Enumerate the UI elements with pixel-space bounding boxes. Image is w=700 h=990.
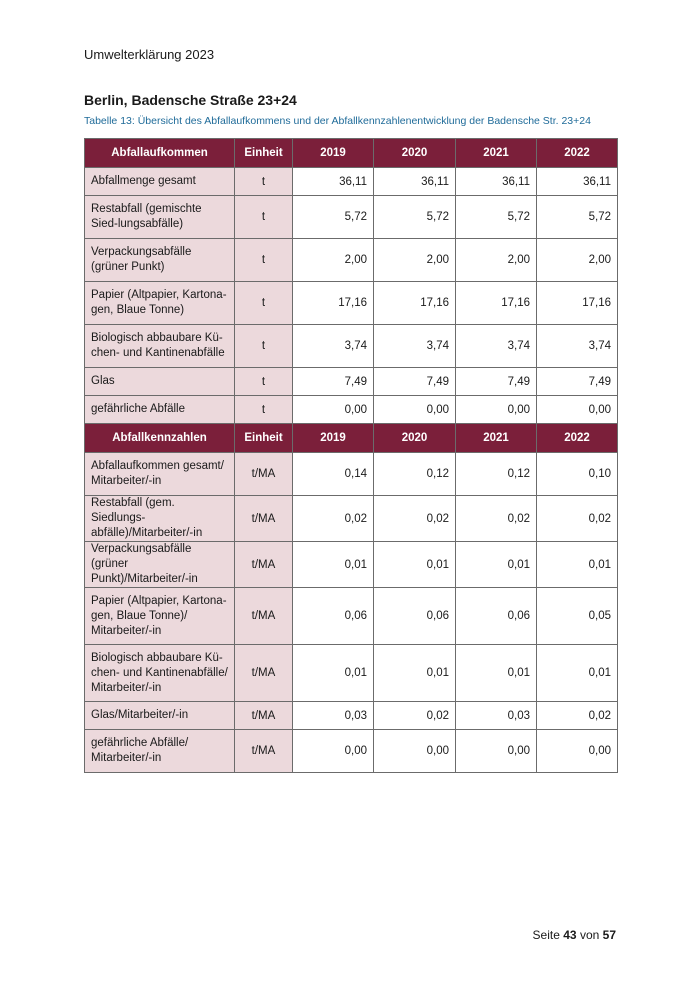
- table-row: [85, 282, 618, 325]
- row-value: 2,00: [374, 239, 456, 282]
- table1-header-cell: 2019: [293, 139, 374, 168]
- row-value: 7,49: [293, 368, 374, 396]
- row-value: 0,03: [456, 702, 537, 730]
- page-header: Umwelterklärung 2023: [84, 47, 215, 62]
- table1-header-cell: Einheit: [235, 139, 293, 168]
- table2-header-cell: 2020: [374, 424, 456, 453]
- row-value: 17,16: [537, 282, 618, 325]
- row-value: 0,01: [374, 645, 456, 702]
- table-row: [85, 588, 618, 645]
- row-value: 0,03: [293, 702, 374, 730]
- table2-header-cell: 2021: [456, 424, 537, 453]
- row-value: 5,72: [293, 196, 374, 239]
- row-unit: t/MA: [235, 645, 293, 702]
- row-value: 0,01: [537, 645, 618, 702]
- row-value: 2,00: [456, 239, 537, 282]
- row-value: 36,11: [537, 168, 618, 196]
- row-label: Papier (Altpapier, Kartona-gen, Blaue Tonne): [85, 282, 235, 325]
- row-value: 7,49: [456, 368, 537, 396]
- row-value: 0,02: [374, 702, 456, 730]
- row-value: 0,01: [293, 542, 374, 588]
- row-value: 0,12: [374, 453, 456, 496]
- row-label: gefährliche Abfälle: [85, 396, 235, 424]
- row-value: 36,11: [456, 168, 537, 196]
- row-unit: t: [235, 396, 293, 424]
- table-row: [85, 196, 618, 239]
- table1-header-cell: 2022: [537, 139, 618, 168]
- row-value: 0,06: [293, 588, 374, 645]
- row-value: 0,06: [374, 588, 456, 645]
- row-value: 0,02: [537, 496, 618, 542]
- row-value: 0,01: [456, 542, 537, 588]
- row-value: 0,02: [293, 496, 374, 542]
- page-number: [533, 928, 616, 942]
- row-label: Restabfall (gemischte Sied-lungsabfälle): [85, 196, 235, 239]
- row-value: 2,00: [537, 239, 618, 282]
- row-label: gefährliche Abfälle/ Mitarbeiter/-in: [85, 730, 235, 773]
- row-value: 0,10: [537, 453, 618, 496]
- row-unit: t: [235, 368, 293, 396]
- row-value: 0,00: [537, 396, 618, 424]
- table-row: [85, 496, 618, 542]
- row-value: 0,00: [456, 730, 537, 773]
- row-value: 7,49: [374, 368, 456, 396]
- row-unit: t/MA: [235, 496, 293, 542]
- row-value: 5,72: [537, 196, 618, 239]
- row-value: 0,00: [374, 396, 456, 424]
- row-value: 0,05: [537, 588, 618, 645]
- row-value: 36,11: [293, 168, 374, 196]
- row-label: Abfallaufkommen gesamt/ Mitarbeiter/-in: [85, 453, 235, 496]
- row-value: 17,16: [374, 282, 456, 325]
- footer-prefix: Seite: [532, 928, 560, 942]
- row-label: Papier (Altpapier, Kartona-gen, Blaue Tonne)/ Mitarbeiter/-in: [85, 588, 235, 645]
- row-value: 5,72: [374, 196, 456, 239]
- row-value: 0,01: [456, 645, 537, 702]
- table2-body: [85, 424, 618, 773]
- table2-header-row: [85, 424, 618, 453]
- row-value: 3,74: [374, 325, 456, 368]
- row-value: 0,14: [293, 453, 374, 496]
- row-value: 3,74: [456, 325, 537, 368]
- row-unit: t/MA: [235, 730, 293, 773]
- row-value: 0,00: [456, 396, 537, 424]
- row-unit: t: [235, 325, 293, 368]
- table-row: [85, 730, 618, 773]
- table1-header-row: [85, 139, 618, 168]
- row-unit: t: [235, 282, 293, 325]
- row-value: 0,06: [456, 588, 537, 645]
- row-value: 5,72: [456, 196, 537, 239]
- footer-page: 43: [563, 928, 577, 942]
- section-title: Berlin, Badensche Straße 23+24: [84, 92, 297, 108]
- row-label: Verpackungsabfälle (grüner Punkt): [85, 239, 235, 282]
- table1-body: [85, 139, 618, 424]
- row-unit: t/MA: [235, 702, 293, 730]
- row-label: Glas: [85, 368, 235, 396]
- waste-table: [84, 138, 618, 773]
- table2-header-cell: 2022: [537, 424, 618, 453]
- row-label: Biologisch abbaubare Kü-chen- und Kantinenabfälle/ Mitarbeiter/-in: [85, 645, 235, 702]
- row-unit: t: [235, 168, 293, 196]
- row-value: 0,00: [293, 396, 374, 424]
- row-value: 3,74: [293, 325, 374, 368]
- row-value: 17,16: [293, 282, 374, 325]
- table-row: [85, 542, 618, 588]
- row-label: Verpackungsabfälle (grüner Punkt)/Mitarbeiter/-in: [85, 542, 235, 588]
- table-row: [85, 645, 618, 702]
- row-value: 7,49: [537, 368, 618, 396]
- table-row: [85, 325, 618, 368]
- row-value: 0,01: [374, 542, 456, 588]
- row-unit: t: [235, 239, 293, 282]
- table2-header-cell: Abfallkennzahlen: [85, 424, 235, 453]
- table-row: [85, 168, 618, 196]
- row-label: Biologisch abbaubare Kü-chen- und Kantinenabfälle: [85, 325, 235, 368]
- row-value: 2,00: [293, 239, 374, 282]
- table2-header-cell: 2019: [293, 424, 374, 453]
- table-row: [85, 239, 618, 282]
- table2-header-cell: Einheit: [235, 424, 293, 453]
- row-value: 0,00: [293, 730, 374, 773]
- table-row: [85, 368, 618, 396]
- row-value: 3,74: [537, 325, 618, 368]
- row-unit: t: [235, 196, 293, 239]
- table1-header-cell: 2020: [374, 139, 456, 168]
- footer-total: 57: [602, 928, 616, 942]
- row-value: 0,01: [537, 542, 618, 588]
- row-unit: t/MA: [235, 542, 293, 588]
- row-value: 0,02: [537, 702, 618, 730]
- table1-header-cell: Abfallaufkommen: [85, 139, 235, 168]
- table-row: [85, 453, 618, 496]
- row-unit: t/MA: [235, 453, 293, 496]
- row-label: Abfallmenge gesamt: [85, 168, 235, 196]
- table-caption: Tabelle 13: Übersicht des Abfallaufkommens und der Abfallkennzahlenentwicklung der Badensche Str. 23+24: [84, 115, 591, 127]
- table-row: [85, 702, 618, 730]
- row-value: 0,12: [456, 453, 537, 496]
- row-value: 0,00: [537, 730, 618, 773]
- footer-middle: von: [579, 928, 600, 942]
- row-value: 0,02: [374, 496, 456, 542]
- row-label: Restabfall (gem. Siedlungs-abfälle)/Mitarbeiter/-in: [85, 496, 235, 542]
- row-value: 0,02: [456, 496, 537, 542]
- table-row: [85, 396, 618, 424]
- row-label: Glas/Mitarbeiter/-in: [85, 702, 235, 730]
- row-value: 0,01: [293, 645, 374, 702]
- row-value: 0,00: [374, 730, 456, 773]
- row-value: 36,11: [374, 168, 456, 196]
- row-value: 17,16: [456, 282, 537, 325]
- table1-header-cell: 2021: [456, 139, 537, 168]
- row-unit: t/MA: [235, 588, 293, 645]
